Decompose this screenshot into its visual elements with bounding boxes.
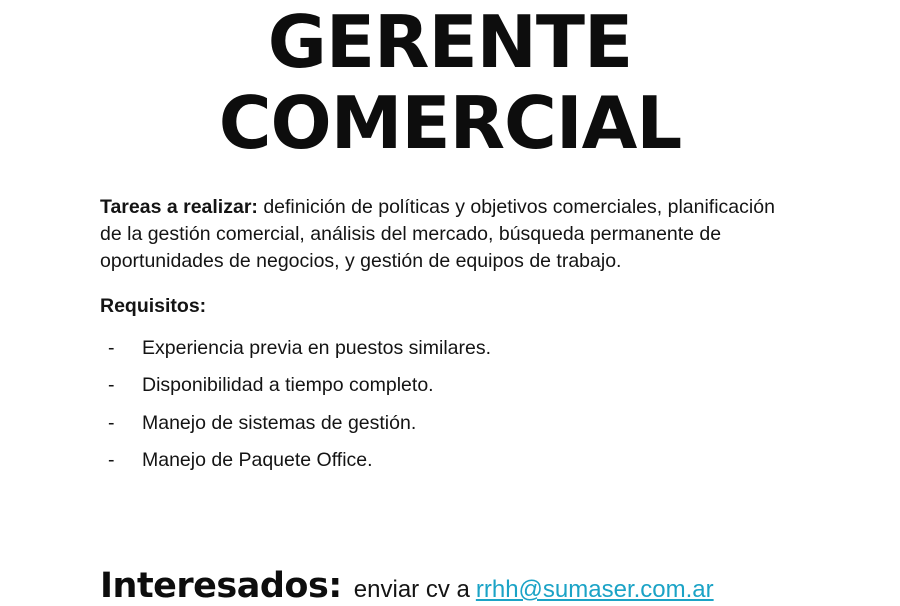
list-item [108, 442, 800, 479]
contact-email-link[interactable]: rrhh@sumaser.com.ar [475, 576, 714, 603]
poster-title-block [100, 0, 800, 166]
bullet-dash-icon: - [108, 336, 115, 359]
page-title-line-1: GERENTE [267, 0, 633, 84]
list-item-label: Manejo de Paquete Office. [142, 449, 373, 472]
list-item [108, 330, 800, 367]
list-item [108, 367, 800, 404]
page-title-line-2: COMERCIAL [218, 81, 682, 166]
requirements-heading: Requisitos: [100, 294, 207, 317]
contact-instruction: enviar cv a [353, 576, 470, 603]
list-item [108, 405, 800, 442]
requirements-list [100, 330, 800, 480]
contact-block [100, 566, 840, 606]
tasks-label: Tareas a realizar: [100, 196, 258, 219]
list-item-label: Disponibilidad a tiempo completo. [142, 374, 434, 397]
bullet-dash-icon: - [108, 449, 115, 472]
contact-label: Interesados: [100, 566, 342, 606]
poster-body [100, 194, 800, 479]
list-item-label: Manejo de sistemas de gestión. [142, 411, 417, 434]
tasks-text: definición de políticas y objetivos comerciales, planificación de la gestión comercial, análisis del mercado, búsqueda permanente de oportunidades de negocios, y gestión de equipos de trabajo. [100, 196, 775, 273]
bullet-dash-icon: - [108, 374, 115, 397]
bullet-dash-icon: - [108, 411, 115, 434]
tasks-paragraph [100, 194, 800, 275]
list-item-label: Experiencia previa en puestos similares. [142, 336, 492, 359]
